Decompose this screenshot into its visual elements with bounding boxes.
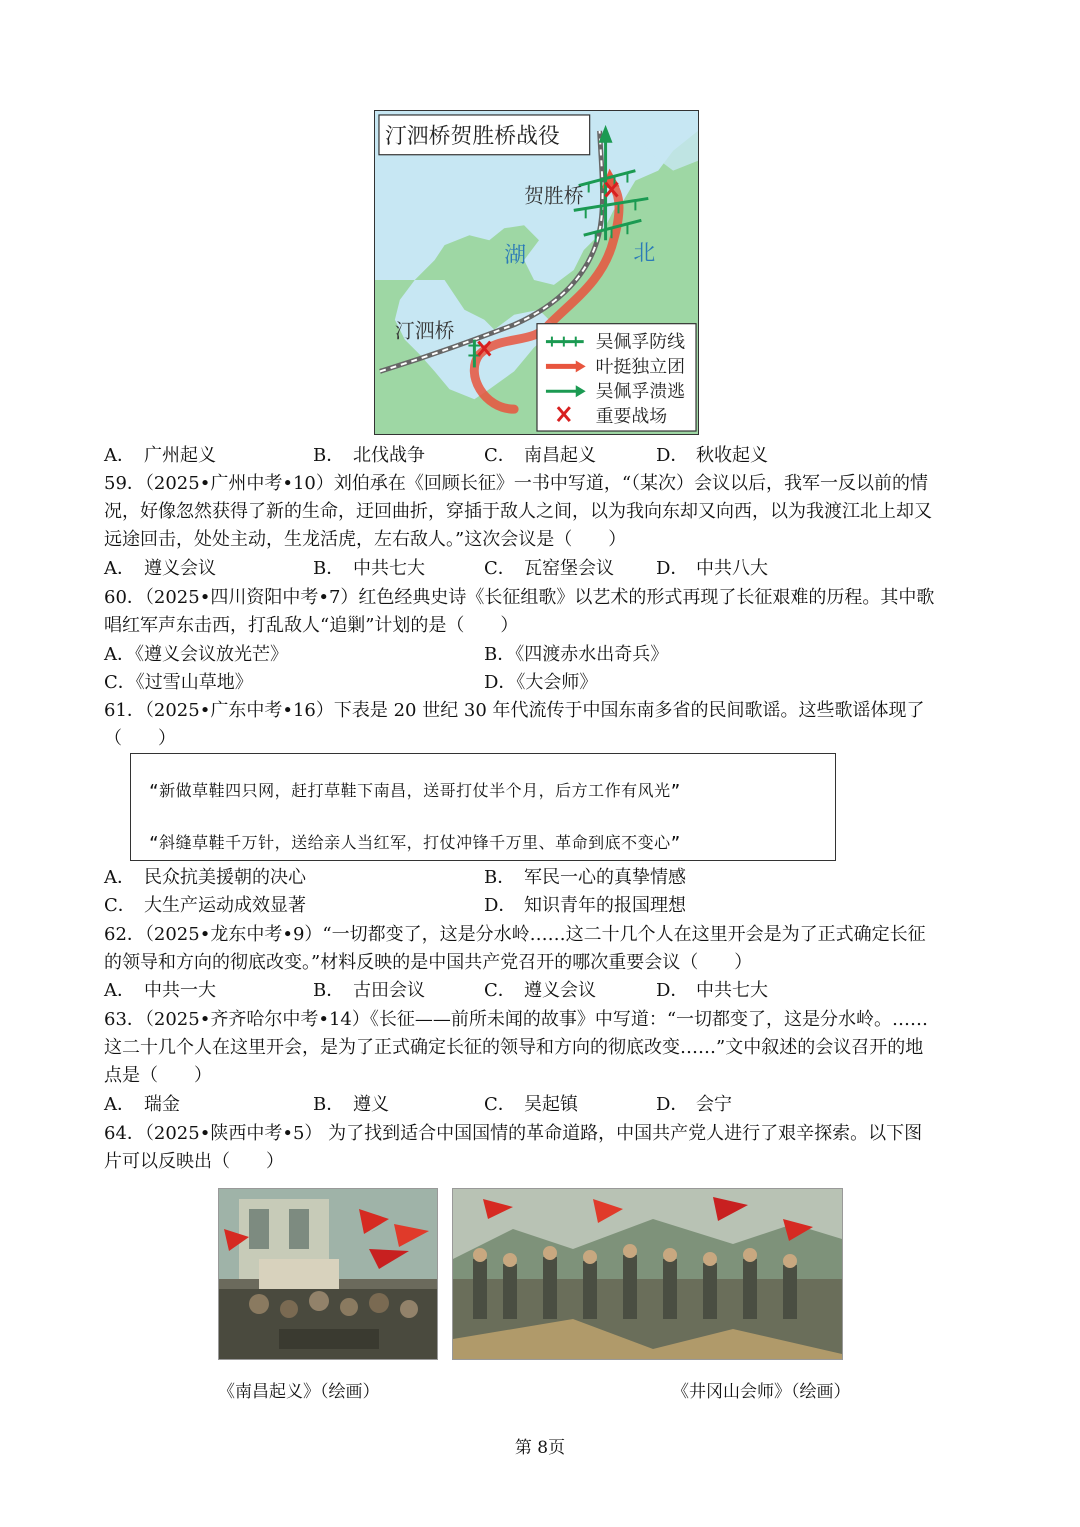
label-hu: 湖	[504, 243, 527, 269]
q64-line-1: 64．（2025•陕西中考•5） 为了找到适合中国国情的革命道路，中国共产党人进行了艰辛探索。以下图	[104, 1123, 923, 1144]
q61-line-2: （ ）	[104, 728, 176, 749]
map-title: 汀泗桥贺胜桥战役	[384, 123, 560, 149]
q61-line-1: 61．（2025•广东中考•16）下表是 20 世纪 30 年代流传于中国东南多省的民间歌谣。这些歌谣体现了	[104, 700, 925, 721]
q60-option-d[interactable]: D．《大会师》	[484, 672, 598, 693]
battle-map	[374, 110, 699, 435]
q59-option-a[interactable]: A． 遵义会议	[104, 558, 216, 579]
q58-option-b[interactable]: B． 北伐战争	[313, 445, 425, 466]
q63-line-3: 点是（ ）	[104, 1065, 212, 1086]
legend-label-3: 吴佩孚溃逃	[595, 381, 686, 403]
q60-option-c[interactable]: C．《过雪山草地》	[104, 672, 253, 693]
q62-option-d[interactable]: D． 中共七大	[656, 980, 768, 1001]
q58-option-d[interactable]: D． 秋收起义	[656, 445, 768, 466]
q63-option-b[interactable]: B． 遵义	[313, 1094, 389, 1115]
folk-song-1: “新做草鞋四只网，赶打草鞋下南昌，送哥打仗半个月，后方工作有风光”	[149, 781, 681, 800]
q58-option-a[interactable]: A． 广州起义	[104, 445, 216, 466]
folk-song-2: “斜缝草鞋千万针，送给亲人当红军，打仗冲锋千万里、革命到底不变心”	[149, 833, 681, 852]
painting-jinggangshan-meeting	[452, 1188, 843, 1360]
q61-option-a[interactable]: A． 民众抗美援朝的决心	[104, 867, 306, 888]
legend-label-4: 重要战场	[595, 406, 668, 428]
q60-option-a[interactable]: A．《遵义会议放光芒》	[104, 644, 288, 665]
caption-jinggangshan-meeting: 《井冈山会师》（绘画）	[672, 1382, 851, 1402]
q60-line-2: 唱红军声东击西，打乱敌人“追剿”计划的是（ ）	[104, 615, 519, 636]
painting-nanchang-uprising	[218, 1188, 438, 1360]
page-number: 第 8页	[514, 1438, 566, 1458]
legend-label-1: 吴佩孚防线	[595, 331, 686, 353]
q63-option-a[interactable]: A． 瑞金	[104, 1094, 180, 1115]
caption-nanchang-uprising: 《南昌起义》（绘画）	[218, 1382, 380, 1402]
q59-line-2: 况，好像忽然获得了新的生命，迂回曲折，穿插于敌人之间，以为我向东却又向西，以为我渡江北上却又	[104, 501, 932, 522]
folk-song-table	[130, 753, 836, 861]
q61-option-d[interactable]: D． 知识青年的报国理想	[484, 895, 686, 916]
q60-option-b[interactable]: B．《四渡赤水出奇兵》	[484, 644, 669, 665]
q62-option-a[interactable]: A． 中共一大	[104, 980, 216, 1001]
q58-option-c[interactable]: C． 南昌起义	[484, 445, 596, 466]
q59-option-b[interactable]: B． 中共七大	[313, 558, 425, 579]
q61-option-b[interactable]: B． 军民一心的真挚情感	[484, 867, 686, 888]
q63-option-d[interactable]: D． 会宁	[656, 1094, 732, 1115]
q61-option-c[interactable]: C． 大生产运动成效显著	[104, 895, 306, 916]
q63-option-c[interactable]: C． 吴起镇	[484, 1094, 578, 1115]
q59-line-3: 远途回击，处处主动，生龙活虎，左右敌人。”这次会议是（ ）	[104, 529, 627, 550]
q59-line-1: 59．（2025•广州中考•10）刘伯承在《回顾长征》一书中写道，“（某次）会议以后，我军一反以前的情	[104, 473, 929, 494]
q59-option-d[interactable]: D． 中共八大	[656, 558, 768, 579]
q62-option-c[interactable]: C． 遵义会议	[484, 980, 596, 1001]
q63-line-1: 63．（2025•齐齐哈尔中考•14）《长征——前所未闻的故事》中写道：“一切都变了，这是分水岭。……	[104, 1009, 929, 1030]
label-tingsiqiao: 汀泗桥	[394, 319, 455, 343]
q62-line-2: 的领导和方向的彻底改变。”材料反映的是中国共产党召开的哪次重要会议（ ）	[104, 952, 753, 973]
q59-option-c[interactable]: C． 瓦窑堡会议	[484, 558, 614, 579]
q63-line-2: 这二十几个人在这里开会，是为了正式确定长征的领导和方向的彻底改变……”文中叙述的会议召开的地	[104, 1037, 924, 1058]
q60-line-1: 60．（2025•四川资阳中考•7）红色经典史诗《长征组歌》以艺术的形式再现了长征艰难的历程。其中歌	[104, 587, 935, 608]
legend-label-2: 叶挺独立团	[595, 356, 686, 378]
q62-line-1: 62．（2025•龙东中考•9）“一切都变了，这是分水岭……这二十几个人在这里开会是为了正式确定长征	[104, 924, 926, 945]
q62-option-b[interactable]: B． 古田会议	[313, 980, 425, 1001]
label-bei: 北	[633, 241, 656, 267]
q64-line-2: 片可以反映出（ ）	[104, 1151, 284, 1172]
label-heshengqiao: 贺胜桥	[524, 184, 584, 208]
